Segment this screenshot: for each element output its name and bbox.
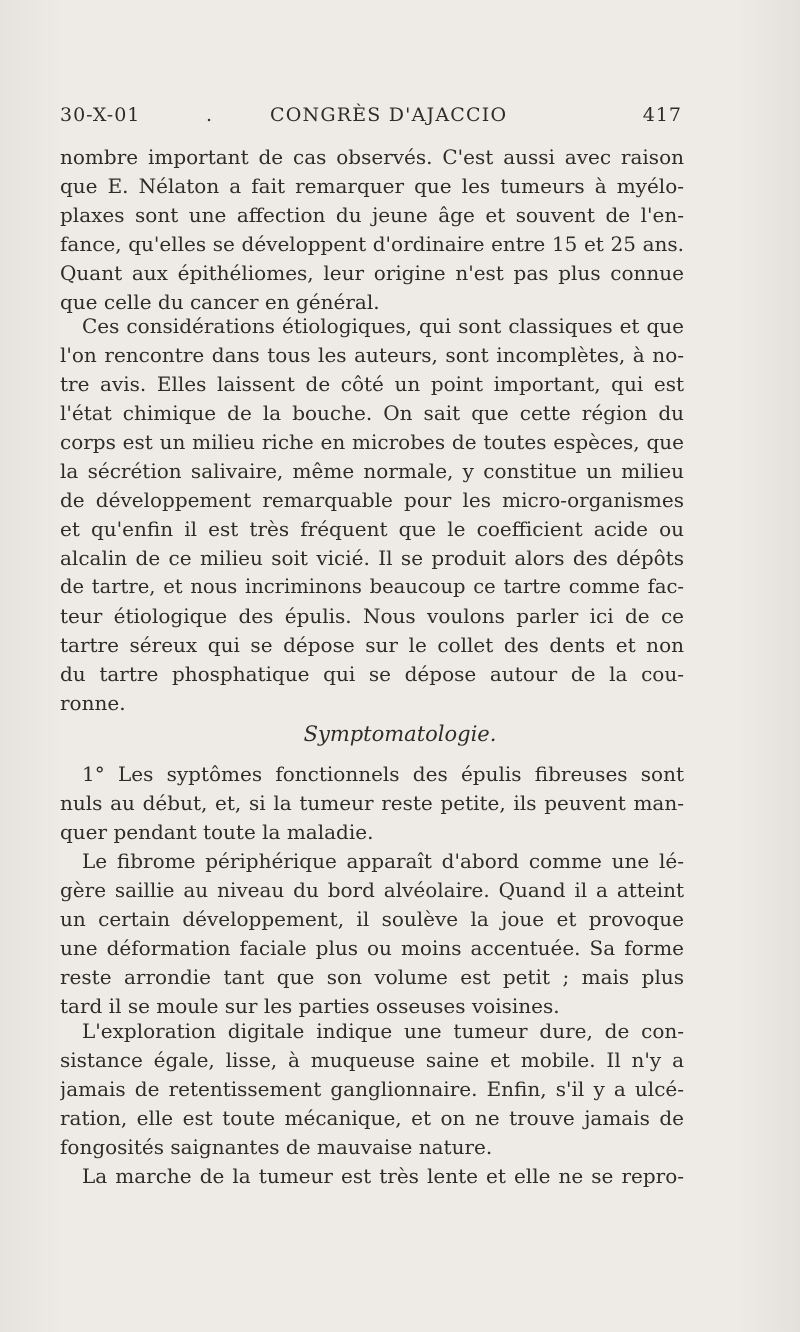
text-line: et qu'enfin il est très fréquent que le coefficient acide ou bbox=[60, 517, 684, 541]
text-line: ronne. bbox=[60, 691, 126, 715]
header-date: 30-X-01 bbox=[60, 104, 141, 126]
section-title: Symptomatologie. bbox=[303, 722, 497, 746]
text-line: nuls au début, et, si la tumeur reste petite, ils peuvent man- bbox=[60, 791, 684, 815]
text-line: alcalin de ce milieu soit vicié. Il se produit alors des dépôts bbox=[60, 546, 684, 570]
text-line: La marche de la tumeur est très lente et elle ne se repro- bbox=[82, 1164, 684, 1188]
text-line: Le fibrome périphérique apparaît d'abord comme une lé- bbox=[82, 849, 684, 873]
text-line: de développement remarquable pour les micro-organismes bbox=[60, 488, 684, 512]
text-line: nombre important de cas observés. C'est aussi avec raison bbox=[60, 145, 684, 169]
text-line: tard il se moule sur les parties osseuses voisines. bbox=[60, 994, 560, 1018]
text-line: fongosités saignantes de mauvaise nature. bbox=[60, 1135, 493, 1159]
text-line: gère saillie au niveau du bord alvéolaire. Quand il a atteint bbox=[60, 878, 684, 902]
text-line: quer pendant toute la maladie. bbox=[60, 820, 374, 844]
text-line: la sécrétion salivaire, même normale, y constitue un milieu bbox=[60, 459, 684, 483]
text-line: tre avis. Elles laissent de côté un point important, qui est bbox=[60, 372, 684, 396]
text-line: Ces considérations étiologiques, qui sont classiques et que bbox=[82, 314, 684, 338]
text-line: ration, elle est toute mécanique, et on ne trouve jamais de bbox=[60, 1106, 684, 1130]
text-line: sistance égale, lisse, à muqueuse saine et mobile. Il n'y a bbox=[60, 1048, 684, 1072]
text-line: que celle du cancer en général. bbox=[60, 290, 380, 314]
text-line: que E. Nélaton a fait remarquer que les tumeurs à myélo- bbox=[60, 174, 684, 198]
text-line: du tartre phosphatique qui se dépose autour de la cou- bbox=[60, 662, 684, 686]
text-line: plaxes sont une affection du jeune âge et souvent de l'en- bbox=[60, 203, 684, 227]
text-line: fance, qu'elles se développent d'ordinaire entre 15 et 25 ans. bbox=[60, 232, 684, 256]
page-number: 417 bbox=[642, 104, 682, 126]
text-line: 1° Les syptômes fonctionnels des épulis fibreuses sont bbox=[82, 762, 684, 786]
text-line: l'état chimique de la bouche. On sait que cette région du bbox=[60, 401, 684, 425]
running-header bbox=[60, 100, 682, 136]
text-line: de tartre, et nous incriminons beaucoup ce tartre comme fac- bbox=[60, 575, 684, 598]
text-line: Quant aux épithéliomes, leur origine n'est pas plus connue bbox=[60, 261, 684, 285]
text-line: L'exploration digitale indique une tumeur dure, de con- bbox=[82, 1019, 684, 1043]
text-line: teur étiologique des épulis. Nous voulons parler ici de ce bbox=[60, 604, 684, 628]
text-line: reste arrondie tant que son volume est petit ; mais plus bbox=[60, 965, 684, 989]
text-line: l'on rencontre dans tous les auteurs, sont incomplètes, à no- bbox=[60, 343, 684, 367]
header-dot: . bbox=[206, 104, 214, 126]
text-line: tartre séreux qui se dépose sur le collet des dents et non bbox=[60, 633, 684, 657]
text-line: jamais de retentissement ganglionnaire. Enfin, s'il y a ulcé- bbox=[60, 1077, 684, 1101]
text-line: un certain développement, il soulève la joue et provoque bbox=[60, 907, 684, 931]
text-line: une déformation faciale plus ou moins accentuée. Sa forme bbox=[60, 936, 684, 960]
text-line: corps est un milieu riche en microbes de toutes espèces, que bbox=[60, 430, 684, 454]
header-title: CONGRÈS D'AJACCIO bbox=[270, 104, 508, 126]
